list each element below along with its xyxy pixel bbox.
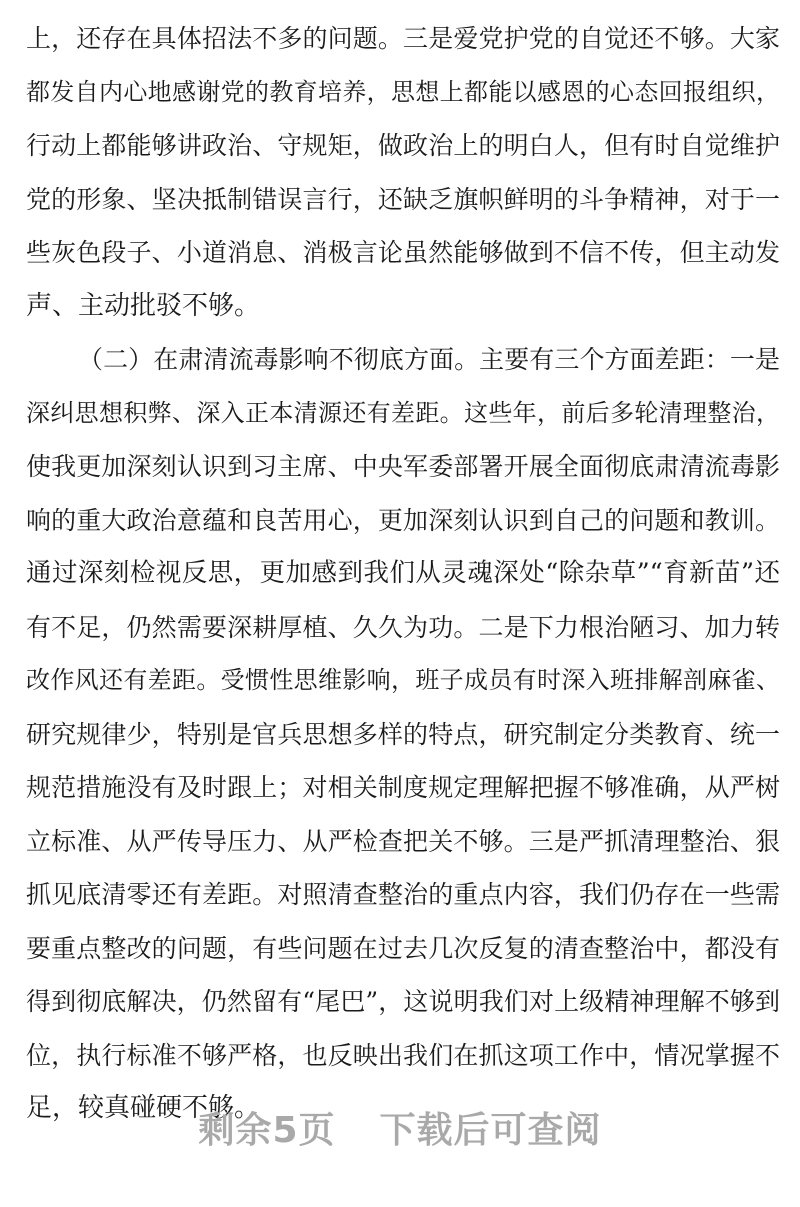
text-line: 行动上都能够讲政治、守规矩，做政治上的明白人，但有时自觉维护 [26, 131, 780, 160]
text-line: 使我更加深刻认识到习主席、中央军委部署开展全面彻底肃清流毒影 [26, 452, 780, 481]
text-line: 规范措施没有及时跟上；对相关制度规定理解把握不够准确，从严树 [26, 773, 780, 802]
text-line: 立标准、从严传导压力、从严检查把关不够。三是严抓清理整治、狠 [26, 826, 780, 856]
text-line: 些灰色段子、小道消息、消极言论虽然能够做到不信不传，但主动发 [26, 238, 780, 267]
text-line: 位，执行标准不够严格，也反映出我们在抓这项工作中，情况掌握不 [26, 1040, 780, 1070]
text-line: 改作风还有差距。受惯性思维影响，班子成员有时深入班排解剖麻雀、 [26, 666, 780, 694]
text-line: 上，还存在具体招法不多的问题。三是爱党护党的自觉还不够。大家 [26, 24, 780, 53]
remaining-pages-label: 剩余5页 [198, 1110, 336, 1151]
download-prompt-banner[interactable] [0, 1102, 800, 1153]
text-line: 深纠思想积弊、深入正本清源还有差距。这些年，前后多轮清理整治， [26, 398, 780, 427]
text-line: 研究规律少，特别是官兵思想多样的特点，研究制定分类教育、统一 [26, 719, 780, 749]
download-hint-label: 下载后可查阅 [379, 1110, 602, 1151]
text-line: 党的形象、坚决抵制错误言行，还缺乏旗帜鲜明的斗争精神，对于一 [26, 184, 780, 214]
text-line: 要重点整改的问题，有些问题在过去几次反复的清查整治中，都没有 [26, 933, 780, 963]
text-line: （二）在肃清流毒影响不彻底方面。主要有三个方面差距：一是 [78, 345, 780, 374]
text-line: 都发自内心地感谢党的教育培养，思想上都能以感恩的心态回报组织， [26, 77, 780, 106]
text-line: 足，较真碰硬不够。 [26, 1093, 261, 1123]
text-line: 得到彻底解决，仍然留有“尾巴”，这说明我们对上级精神理解不够到 [26, 987, 780, 1016]
document-body [26, 12, 780, 1136]
text-line: 通过深刻检视反思，更加感到我们从灵魂深处“除杂草”“育新苗”还 [26, 558, 780, 588]
text-line: 有不足，仍然需要深耕厚植、久久为功。二是下力根治陋习、加力转 [26, 612, 780, 642]
text-line: 抓见底清零还有差距。对照清查整治的重点内容，我们仍存在一些需 [26, 880, 780, 909]
text-line: 响的重大政治意蕴和良苦用心，更加深刻认识到自己的问题和教训。 [26, 505, 780, 535]
text-line: 声、主动批驳不够。 [26, 290, 261, 321]
